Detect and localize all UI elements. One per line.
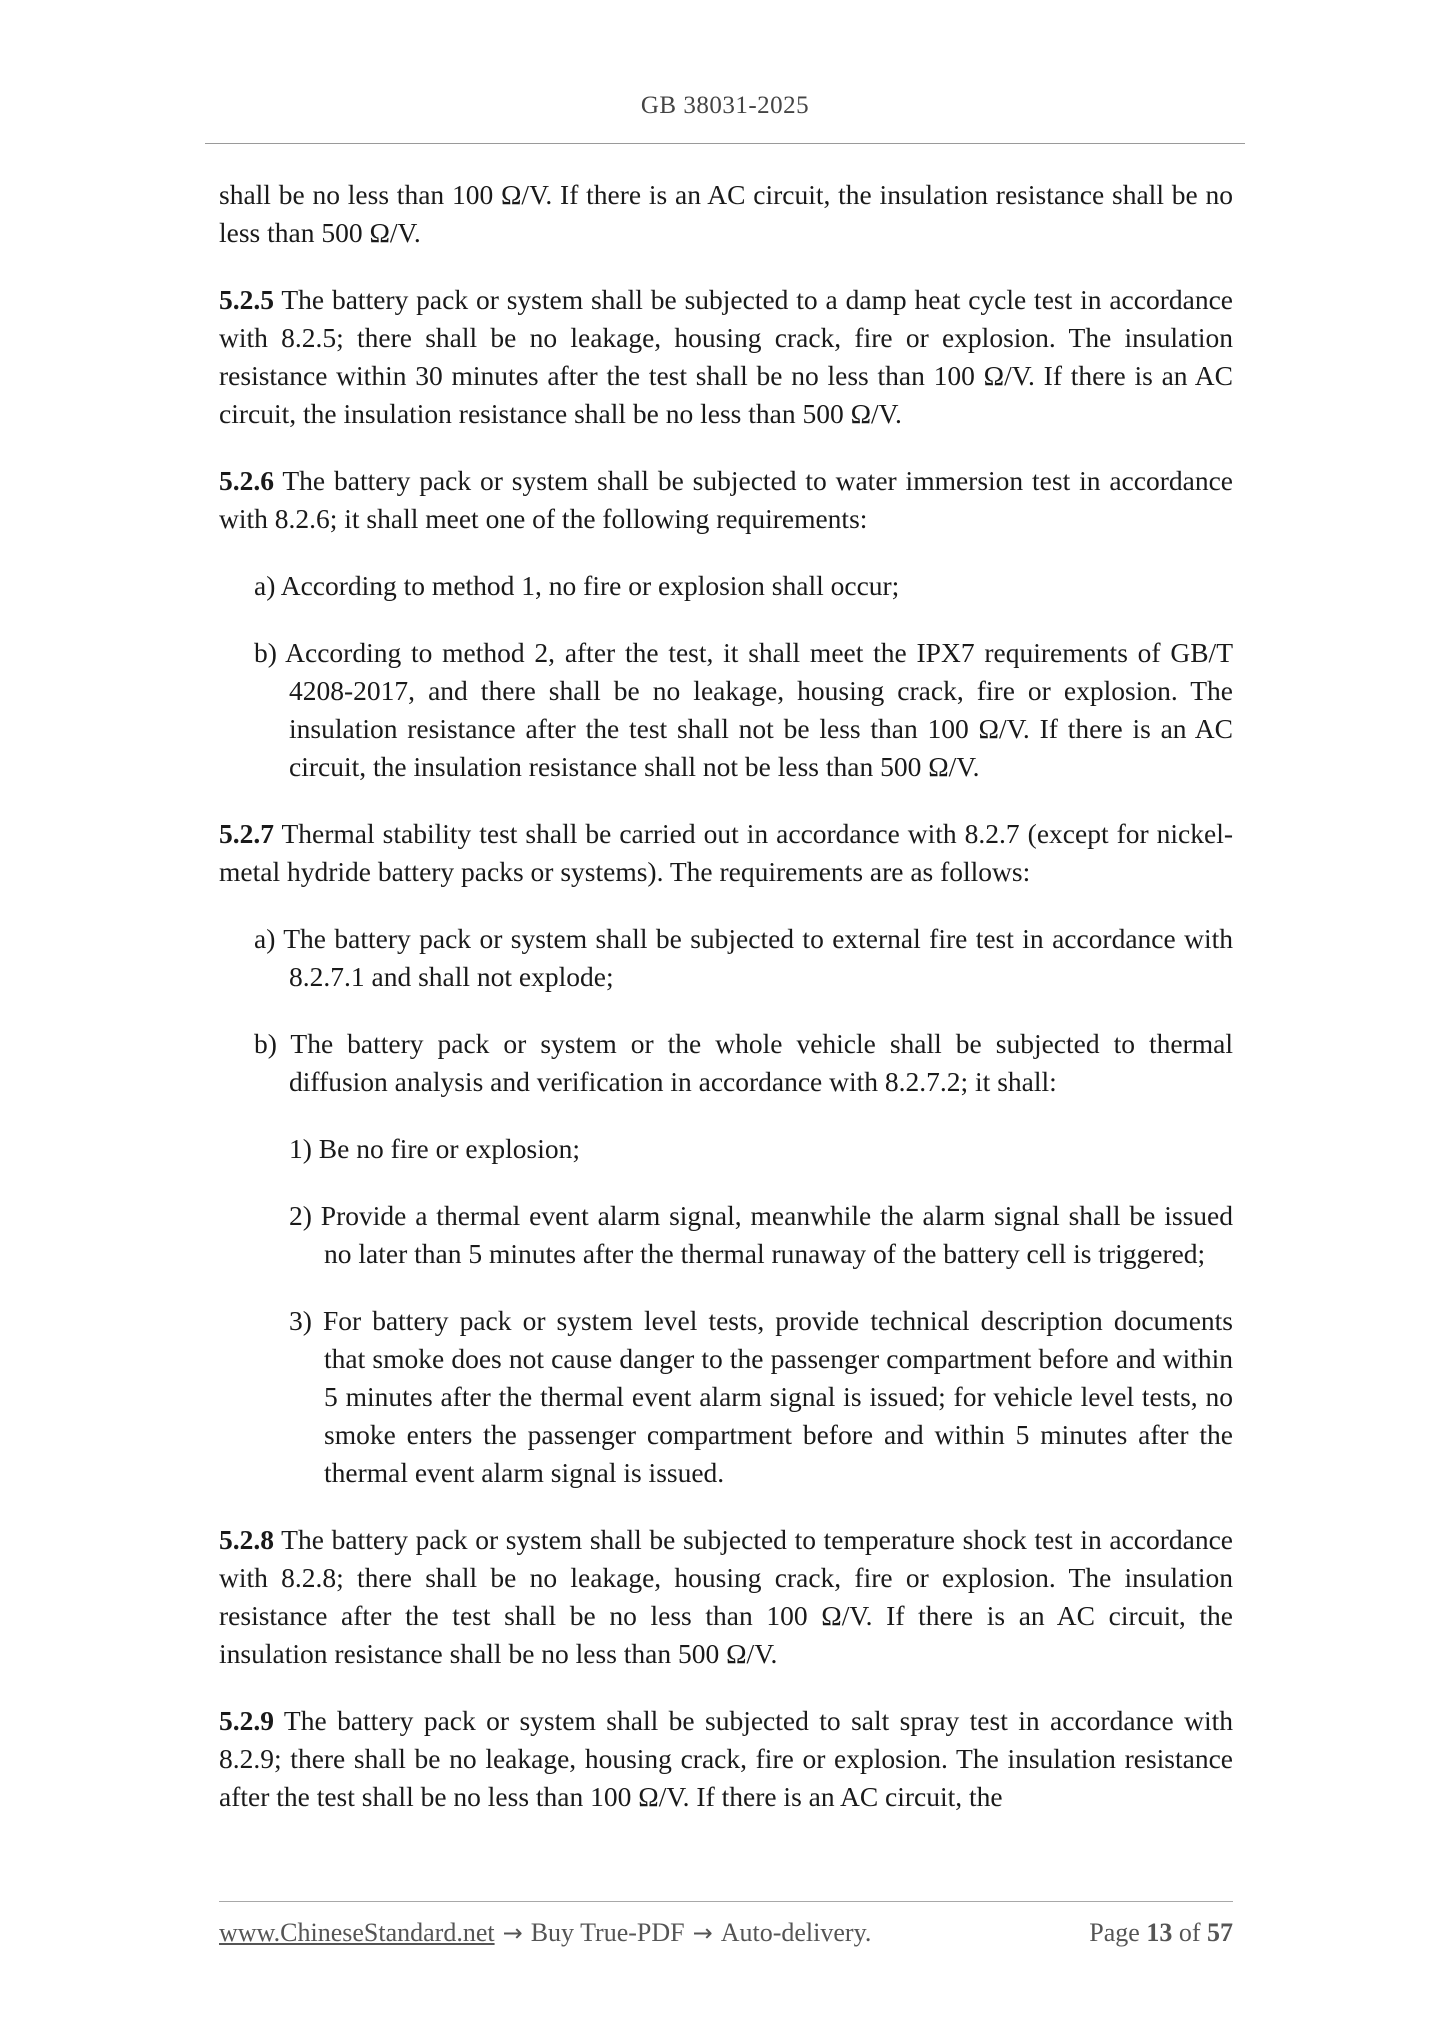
footer-left [219,1918,871,1948]
list-item: b) The battery pack or system or the whole vehicle shall be subjected to thermal diffusion analysis and verification in accordance with 8.2.7.2; it shall: [254,1028,1233,1097]
document-header: GB 38031-2025 [640,92,810,119]
footer-divider [219,1901,1233,1902]
clause-5-2-6 [219,462,1233,538]
clause-5-2-5 [219,281,1233,433]
sub-list-item: 1) Be no fire or explosion; [289,1133,580,1164]
clause-number: 5.2.9 [219,1705,274,1736]
right-arrow-icon: → [692,1919,713,1947]
site-link[interactable]: www.ChineseStandard.net [219,1918,495,1947]
page-label: Page [1089,1918,1140,1947]
list-item: a) According to method 1, no fire or explosion shall occur; [254,570,900,601]
document-body [219,176,1233,1816]
page-total: 57 [1207,1918,1233,1947]
clause-5-2-8 [219,1521,1233,1673]
buy-text: Buy True-PDF [530,1918,685,1947]
clause-number: 5.2.7 [219,818,274,849]
clause-number: 5.2.6 [219,465,274,496]
clause-5-2-7 [219,815,1233,891]
clause-text: The battery pack or system shall be subjected to a damp heat cycle test in accordance with 8.2.5; there shall be no leakage, housing crack, fire or explosion. The insulation resistance within 30 minutes after the test shall be no less than 100 Ω/V. If there is an AC circuit, the insulation resistance shall be no less than 500 Ω/V. [219,284,1233,429]
header-divider [205,143,1245,144]
continued-paragraph: shall be no less than 100 Ω/V. If there is an AC circuit, the insulation resistance shall be no less than 500 Ω/V. [219,179,1233,248]
clause-number: 5.2.8 [219,1524,274,1555]
clause-number: 5.2.5 [219,284,274,315]
clause-text: The battery pack or system shall be subjected to water immersion test in accordance with 8.2.6; it shall meet one of the following requirements: [219,465,1233,534]
sub-list-item: 2) Provide a thermal event alarm signal, meanwhile the alarm signal shall be issued no later than 5 minutes after the thermal runaway of the battery cell is triggered; [289,1200,1233,1269]
page-of: of [1178,1918,1201,1947]
clause-text: The battery pack or system shall be subjected to temperature shock test in accordance with 8.2.8; there shall be no leakage, housing crack, fire or explosion. The insulation resistance after the test shall be no less than 100 Ω/V. If there is an AC circuit, the insulation resistance shall be no less than 500 Ω/V. [219,1524,1233,1669]
list-item: a) The battery pack or system shall be subjected to external fire test in accordance with 8.2.7.1 and shall not explode; [254,923,1233,992]
list-item: b) According to method 2, after the test, it shall meet the IPX7 requirements of GB/T 4208-2017, and there shall be no leakage, housing crack, fire or explosion. The insulation resistance after the test shall not be less than 100 Ω/V. If there is an AC circuit, the insulation resistance shall not be less than 500 Ω/V. [254,637,1233,782]
page-footer [219,1918,1233,1948]
page-current: 13 [1146,1918,1173,1947]
delivery-text: Auto-delivery. [720,1918,872,1947]
clause-5-2-9 [219,1702,1233,1816]
clause-text: Thermal stability test shall be carried out in accordance with 8.2.7 (except for nickel-metal hydride battery packs or systems). The requirements are as follows: [219,818,1233,887]
right-arrow-icon: → [502,1919,523,1947]
clause-text: The battery pack or system shall be subjected to salt spray test in accordance with 8.2.9; there shall be no leakage, housing crack, fire or explosion. The insulation resistance after the test shall be no less than 100 Ω/V. If there is an AC circuit, the [219,1705,1233,1812]
page-number [1089,1918,1233,1948]
sub-list-item: 3) For battery pack or system level tests, provide technical description documents that smoke does not cause danger to the passenger compartment before and within 5 minutes after the thermal event alarm signal is issued; for vehicle level tests, no smoke enters the passenger compartment before and within 5 minutes after the thermal event alarm signal is issued. [289,1305,1233,1488]
